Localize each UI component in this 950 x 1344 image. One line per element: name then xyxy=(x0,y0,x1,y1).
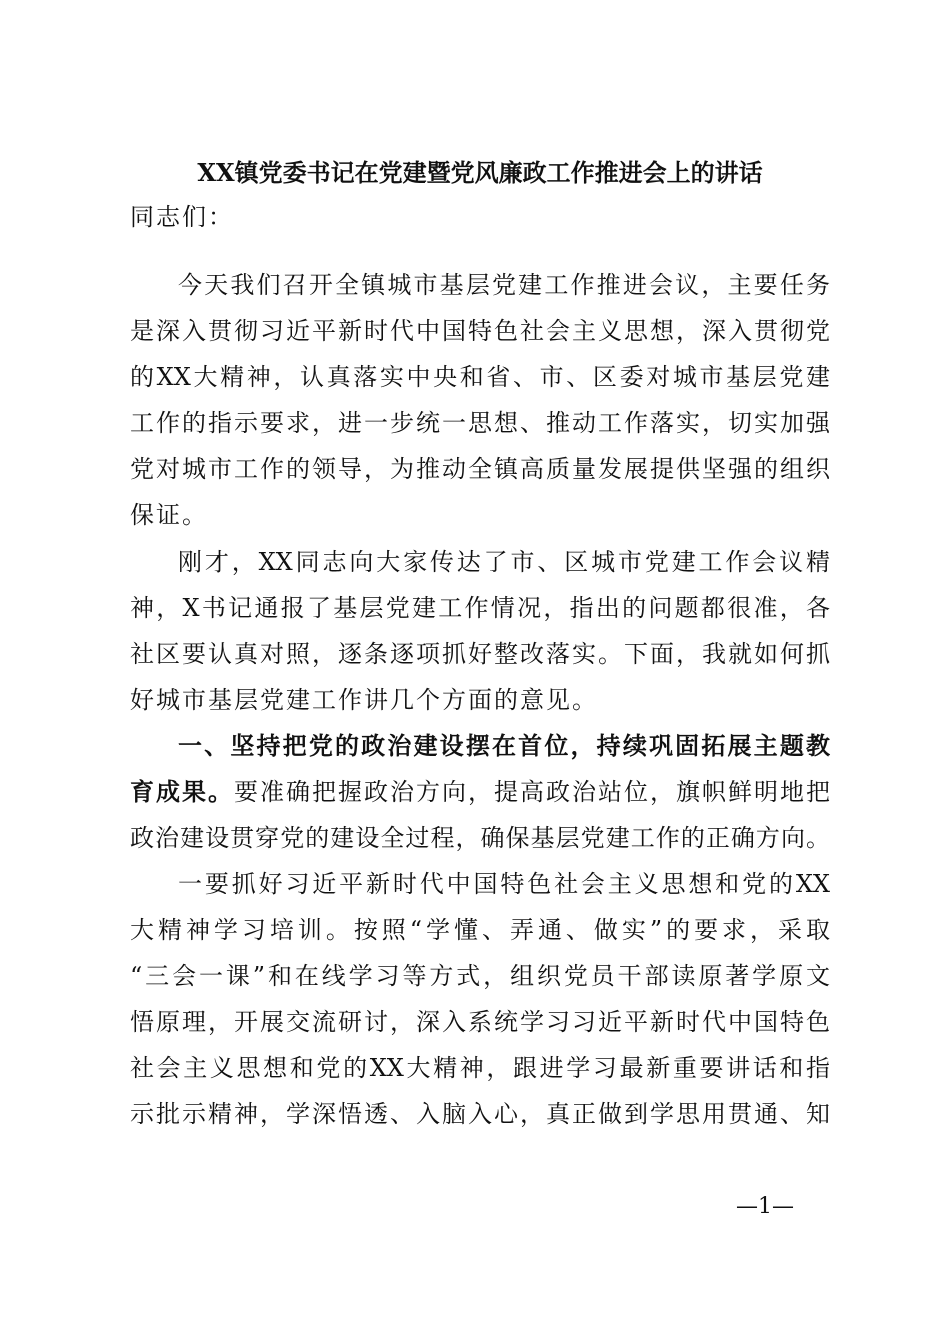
salutation: 同志们： xyxy=(130,203,234,231)
paragraph-line: 好城市基层党建工作讲几个方面的意见。 xyxy=(130,686,598,714)
paragraph-line: 是深入贯彻习近平新时代中国特色社会主义思想，深入贯彻党 xyxy=(130,317,830,345)
page-number: —1— xyxy=(736,1194,794,1219)
paragraph-line: 社区要认真对照，逐条逐项抓好整改落实。下面，我就如何抓 xyxy=(130,640,830,668)
paragraph-line: 神，X书记通报了基层党建工作情况，指出的问题都很准，各 xyxy=(130,594,830,622)
document-title: XX镇党委书记在党建暨党风廉政工作推进会上的讲话 xyxy=(197,158,763,187)
paragraph-line: 的XX大精神，认真落实中央和省、市、区委对城市基层党建 xyxy=(130,363,830,391)
paragraph-line: 一要抓好习近平新时代中国特色社会主义思想和党的XX xyxy=(178,870,830,898)
paragraph-line: “三会一课”和在线学习等方式，组织党员干部读原著学原文 xyxy=(130,962,830,990)
paragraph-line: 党对城市工作的领导，为推动全镇高质量发展提供坚强的组织 xyxy=(130,455,830,483)
section-heading: 一、坚持把党的政治建设摆在首位，持续巩固拓展主题教 xyxy=(178,731,830,760)
paragraph-line: 大精神学习培训。按照“学懂、弄通、做实”的要求，采取 xyxy=(130,916,830,944)
paragraph-line: 悟原理，开展交流研讨，深入系统学习习近平新时代中国特色 xyxy=(130,1008,830,1036)
paragraph-text: 要准确把握政治方向，提高政治站位，旗帜鲜明地把 xyxy=(234,778,830,806)
paragraph-line: 今天我们召开全镇城市基层党建工作推进会议，主要任务 xyxy=(178,271,830,299)
paragraph-line: 保证。 xyxy=(130,501,208,529)
paragraph-line xyxy=(130,775,830,809)
paragraph-line: 工作的指示要求，进一步统一思想、推动工作落实，切实加强 xyxy=(130,409,830,437)
section-heading-end: 育成果。 xyxy=(130,777,234,806)
paragraph-line: 刚才，XX同志向大家传达了市、区城市党建工作会议精 xyxy=(178,548,830,576)
paragraph-line: 示批示精神，学深悟透、入脑入心，真正做到学思用贯通、知 xyxy=(130,1100,830,1128)
paragraph-line: 社会主义思想和党的XX大精神，跟进学习最新重要讲话和指 xyxy=(130,1054,830,1082)
paragraph-line: 政治建设贯穿党的建设全过程，确保基层党建工作的正确方向。 xyxy=(130,824,830,852)
